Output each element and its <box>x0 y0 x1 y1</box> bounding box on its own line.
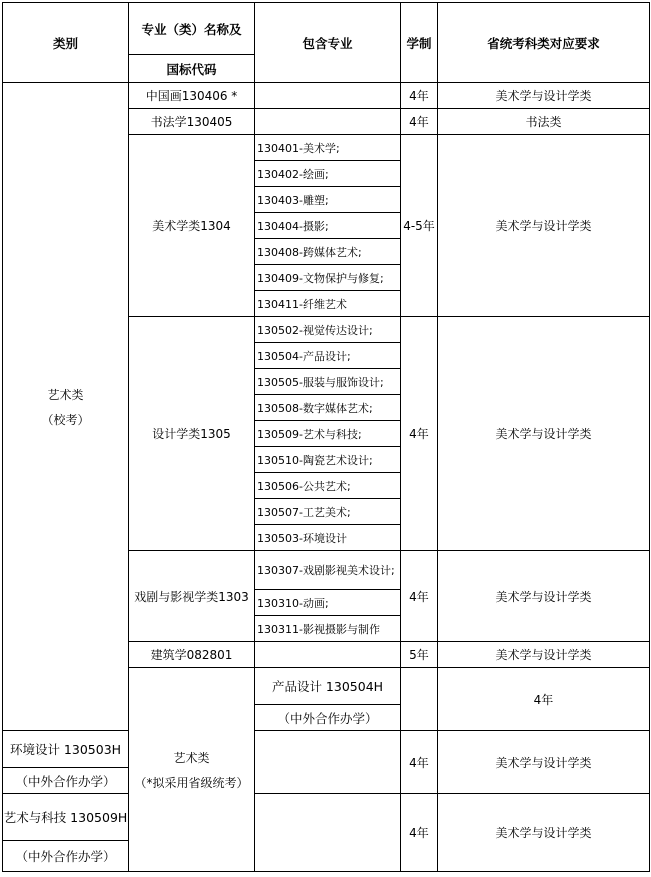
duration-cell: 4年 <box>401 317 438 551</box>
requirement-cell: 美术学与设计学类 <box>438 317 650 551</box>
major-name: 中国画130406 * <box>129 83 255 109</box>
sub-major: 130506-公共艺术; <box>255 473 401 499</box>
duration-cell: 4年 <box>401 109 438 135</box>
major-note: （中外合作办学） <box>3 768 129 794</box>
sub-major: 130409-文物保护与修复; <box>255 265 401 291</box>
sub-empty <box>255 731 401 794</box>
sub-major: 130311-影视摄影与制作 <box>255 616 401 642</box>
sub-major: 130503-环境设计 <box>255 525 401 551</box>
duration-cell: 4年 <box>401 551 438 642</box>
sub-major: 130502-视觉传达设计; <box>255 317 401 343</box>
major-name: 书法学130405 <box>129 109 255 135</box>
sub-major: 130508-数字媒体艺术; <box>255 395 401 421</box>
duration-cell: 4年 <box>401 794 438 872</box>
sub-major: 130310-动画; <box>255 590 401 616</box>
category-note: （校考） <box>41 412 90 427</box>
sub-empty <box>255 109 401 135</box>
sub-empty <box>255 794 401 872</box>
duration-cell: 4-5年 <box>401 135 438 317</box>
header-duration: 学制 <box>401 3 438 83</box>
sub-major: 130411-纤维艺术 <box>255 291 401 317</box>
major-name: 艺术与科技 130509H <box>3 794 129 841</box>
sub-major: 130402-绘画; <box>255 161 401 187</box>
sub-major: 130507-工艺美术; <box>255 499 401 525</box>
major-name: 设计学类1305 <box>129 317 255 551</box>
sub-major: 130509-艺术与科技; <box>255 421 401 447</box>
duration-cell: 4年 <box>401 731 438 794</box>
category-cell <box>3 83 129 731</box>
major-name: 戏剧与影视学类1303 <box>129 551 255 642</box>
major-name: 美术学类1304 <box>129 135 255 317</box>
duration-cell: 5年 <box>401 642 438 668</box>
sub-major: 130404-摄影; <box>255 213 401 239</box>
major-name: 环境设计 130503H <box>3 731 129 768</box>
sub-empty <box>401 668 438 731</box>
requirement-cell: 美术学与设计学类 <box>438 551 650 642</box>
sub-major: 130403-雕塑; <box>255 187 401 213</box>
requirement-cell: 美术学与设计学类 <box>438 794 650 872</box>
requirement-cell: 美术学与设计学类 <box>438 83 650 109</box>
sub-empty <box>255 642 401 668</box>
requirement-cell: 美术学与设计学类 <box>438 642 650 668</box>
header-major-line2: 国标代码 <box>129 55 255 83</box>
sub-major: 130505-服装与服饰设计; <box>255 369 401 395</box>
major-note: （中外合作办学） <box>255 705 401 731</box>
sub-major: 130408-跨媒体艺术; <box>255 239 401 265</box>
category-label: 艺术类 <box>173 750 210 765</box>
major-name: 产品设计 130504H <box>255 668 401 705</box>
category-note: （*拟采用省级统考） <box>134 775 249 790</box>
requirement-cell: 书法类 <box>438 109 650 135</box>
duration-cell: 4年 <box>438 668 650 731</box>
admissions-table <box>2 2 650 872</box>
duration-cell: 4年 <box>401 83 438 109</box>
sub-major: 130510-陶瓷艺术设计; <box>255 447 401 473</box>
sub-empty <box>255 83 401 109</box>
sub-major: 130401-美术学; <box>255 135 401 161</box>
category-cell <box>129 668 255 872</box>
major-note: （中外合作办学） <box>3 841 129 872</box>
header-category: 类别 <box>3 3 129 83</box>
header-major-line1: 专业（类）名称及 <box>129 3 255 55</box>
sub-major: 130504-产品设计; <box>255 343 401 369</box>
category-label: 艺术类 <box>47 387 84 402</box>
requirement-cell: 美术学与设计学类 <box>438 135 650 317</box>
major-name: 建筑学082801 <box>129 642 255 668</box>
header-requirement: 省统考科类对应要求 <box>438 3 650 83</box>
sub-major: 130307-戏剧影视美术设计; <box>255 551 401 590</box>
requirement-cell: 美术学与设计学类 <box>438 731 650 794</box>
header-included: 包含专业 <box>255 3 401 83</box>
